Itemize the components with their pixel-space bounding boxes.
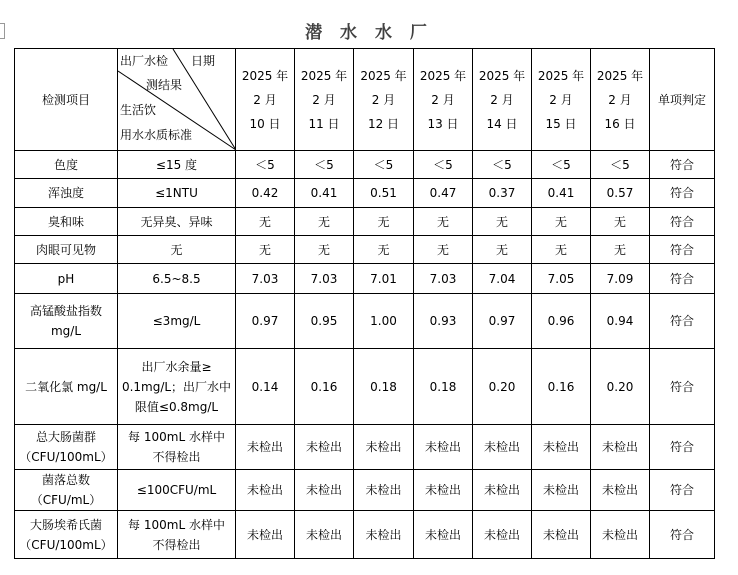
value-cell: 0.94 [591,294,650,349]
value-cell: 无 [414,208,473,236]
value-cell: 0.18 [414,349,473,425]
date-cell: 2025 年 2 月 13 日 [414,49,473,151]
value-cell: 0.41 [295,179,354,208]
table-row [15,425,715,470]
item-name-cell [15,236,118,264]
value-cell: 0.51 [354,179,414,208]
standard-cell-line: ≤100CFU/mL [136,483,217,497]
judge-cell: 符合 [650,236,715,264]
item-name-cell-line: 臭和味 [47,214,84,229]
value-cell: ＜5 [236,151,295,179]
date-cell: 2025 年 2 月 15 日 [532,49,591,151]
value-cell: 0.37 [473,179,532,208]
value-cell: 0.20 [473,349,532,425]
standard-cell [118,151,236,179]
value-cell: 0.97 [236,294,295,349]
standard-cell [118,470,236,511]
value-cell: 未检出 [473,511,532,559]
item-name-cell-line: pH [57,271,75,286]
judge-cell: 符合 [650,511,715,559]
item-name-cell [15,511,118,559]
standard-cell [118,349,236,425]
item-name-cell [15,208,118,236]
standard-cell-line: 不得检出 [152,450,201,464]
table-row [15,294,715,349]
value-cell: 0.42 [236,179,295,208]
value-cell: 无 [236,236,295,264]
value-cell: 无 [236,208,295,236]
value-cell: 未检出 [295,470,354,511]
value-cell: 未检出 [414,511,473,559]
value-cell: 0.57 [591,179,650,208]
date-cell: 2025 年 2 月 14 日 [473,49,532,151]
item-name-cell [15,151,118,179]
value-cell: 未检出 [236,511,295,559]
value-cell: 未检出 [236,425,295,470]
standard-cell [118,294,236,349]
table-body [15,49,715,559]
item-name-cell-line: mg/L [50,324,82,338]
judge-cell: 符合 [650,208,715,236]
item-name-cell-line: （CFU/100mL） [19,450,113,464]
standard-cell-line: 每 100mL 水样中 [128,430,225,444]
item-name-cell-line: 总大肠菌群 [35,430,96,444]
table-row [15,511,715,559]
value-cell: 7.03 [295,264,354,294]
date-cell: 2025 年 2 月 11 日 [295,49,354,151]
value-cell: 未检出 [591,470,650,511]
diag-label-mid: 测结果 [146,78,183,92]
standard-cell-line: 出厂水余量≥ [141,359,212,374]
header-diagonal-cell [118,49,236,151]
standard-cell-line: ≤1NTU [155,186,198,200]
diag-label-bottom2: 用水水质标准 [120,128,193,142]
judge-cell: 符合 [650,151,715,179]
value-cell: 无 [414,236,473,264]
header-row [15,49,715,151]
value-cell: 无 [591,236,650,264]
item-name-cell-line: 二氧化氯 mg/L [25,379,107,394]
value-cell: 7.01 [354,264,414,294]
value-cell: 0.41 [532,179,591,208]
value-cell: 未检出 [591,425,650,470]
value-cell: 未检出 [295,511,354,559]
table-row [15,349,715,425]
value-cell: 未检出 [295,425,354,470]
value-cell: 7.03 [236,264,295,294]
standard-cell-line: 每 100mL 水样中 [128,517,225,532]
value-cell: 未检出 [354,470,414,511]
value-cell: ＜5 [473,151,532,179]
value-cell: 0.20 [591,349,650,425]
value-cell: 未检出 [354,511,414,559]
standard-cell [118,511,236,559]
item-name-cell [15,264,118,294]
header-item: 检测项目 [15,49,118,151]
standard-cell-line: 0.1mg/L；出厂水中 [121,379,232,394]
value-cell: 无 [354,208,414,236]
table-row [15,151,715,179]
value-cell: 0.18 [354,349,414,425]
value-cell: 无 [591,208,650,236]
judge-cell: 符合 [650,470,715,511]
value-cell: ＜5 [591,151,650,179]
standard-cell-line: 无异臭、异味 [140,214,213,229]
standard-cell-line: 限值≤0.8mg/L [134,399,219,414]
judge-cell: 符合 [650,349,715,425]
header-judge: 单项判定 [650,49,715,151]
table-row [15,236,715,264]
value-cell: 1.00 [354,294,414,349]
item-name-cell-line: 色度 [53,157,78,172]
judge-cell: 符合 [650,179,715,208]
value-cell: 未检出 [414,470,473,511]
judge-cell: 符合 [650,264,715,294]
value-cell: 7.09 [591,264,650,294]
page-title: 潜 水 水 厂 [305,23,433,43]
judge-cell: 符合 [650,425,715,470]
value-cell: 0.14 [236,349,295,425]
value-cell: 0.16 [295,349,354,425]
value-cell: 0.16 [532,349,591,425]
value-cell: 未检出 [473,470,532,511]
item-name-cell-line: （CFU/100mL） [19,537,113,552]
value-cell: 无 [295,236,354,264]
standard-cell-line: 6.5~8.5 [152,271,201,286]
diag-label-date: 日期 [191,54,216,68]
table-row [15,470,715,511]
value-cell: ＜5 [532,151,591,179]
item-name-cell-line: 高锰酸盐指数 [29,304,102,318]
value-cell: 未检出 [591,511,650,559]
value-cell: 无 [532,208,591,236]
value-cell: 无 [473,208,532,236]
value-cell: 未检出 [414,425,473,470]
table-row [15,179,715,208]
value-cell: 无 [473,236,532,264]
value-cell: 7.05 [532,264,591,294]
standard-cell [118,425,236,470]
value-cell: 无 [532,236,591,264]
item-name-cell [15,179,118,208]
value-cell: 未检出 [236,470,295,511]
value-cell: 未检出 [532,470,591,511]
standard-cell [118,264,236,294]
value-cell: 未检出 [532,425,591,470]
standard-cell-line: 无 [170,242,183,257]
value-cell: ＜5 [354,151,414,179]
value-cell: 0.96 [532,294,591,349]
value-cell: 未检出 [532,511,591,559]
value-cell: 未检出 [354,425,414,470]
item-name-cell [15,425,118,470]
table-row [15,264,715,294]
value-cell: 无 [295,208,354,236]
water-quality-table [14,48,715,559]
item-name-cell-line: （CFU/mL） [30,493,102,507]
value-cell: 0.95 [295,294,354,349]
value-cell: 0.93 [414,294,473,349]
item-name-cell-line: 菌落总数 [41,473,90,487]
date-cell: 2025 年 2 月 16 日 [591,49,650,151]
diag-label-bottom1: 生活饮 [120,103,157,117]
item-name-cell-line: 肉眼可见物 [35,242,96,257]
item-name-cell-line: 浑浊度 [47,186,84,200]
date-cell: 2025 年 2 月 12 日 [354,49,414,151]
standard-cell [118,179,236,208]
value-cell: 0.97 [473,294,532,349]
table-row [15,208,715,236]
value-cell: 7.03 [414,264,473,294]
date-cell: 2025 年 2 月 10 日 [236,49,295,151]
value-cell: 7.04 [473,264,532,294]
value-cell: ＜5 [414,151,473,179]
standard-cell-line: 不得检出 [152,537,201,552]
diag-label-top-left: 出厂水检 [120,54,169,68]
item-name-cell-line: 大肠埃希氏菌 [29,517,102,532]
item-name-cell [15,294,118,349]
item-name-cell [15,349,118,425]
item-name-cell [15,470,118,511]
standard-cell-line: ≤15 度 [155,157,198,172]
value-cell: 0.47 [414,179,473,208]
standard-cell [118,208,236,236]
value-cell: 无 [354,236,414,264]
value-cell: ＜5 [295,151,354,179]
judge-cell: 符合 [650,294,715,349]
standard-cell-line: ≤3mg/L [152,314,201,328]
standard-cell [118,236,236,264]
value-cell: 未检出 [473,425,532,470]
